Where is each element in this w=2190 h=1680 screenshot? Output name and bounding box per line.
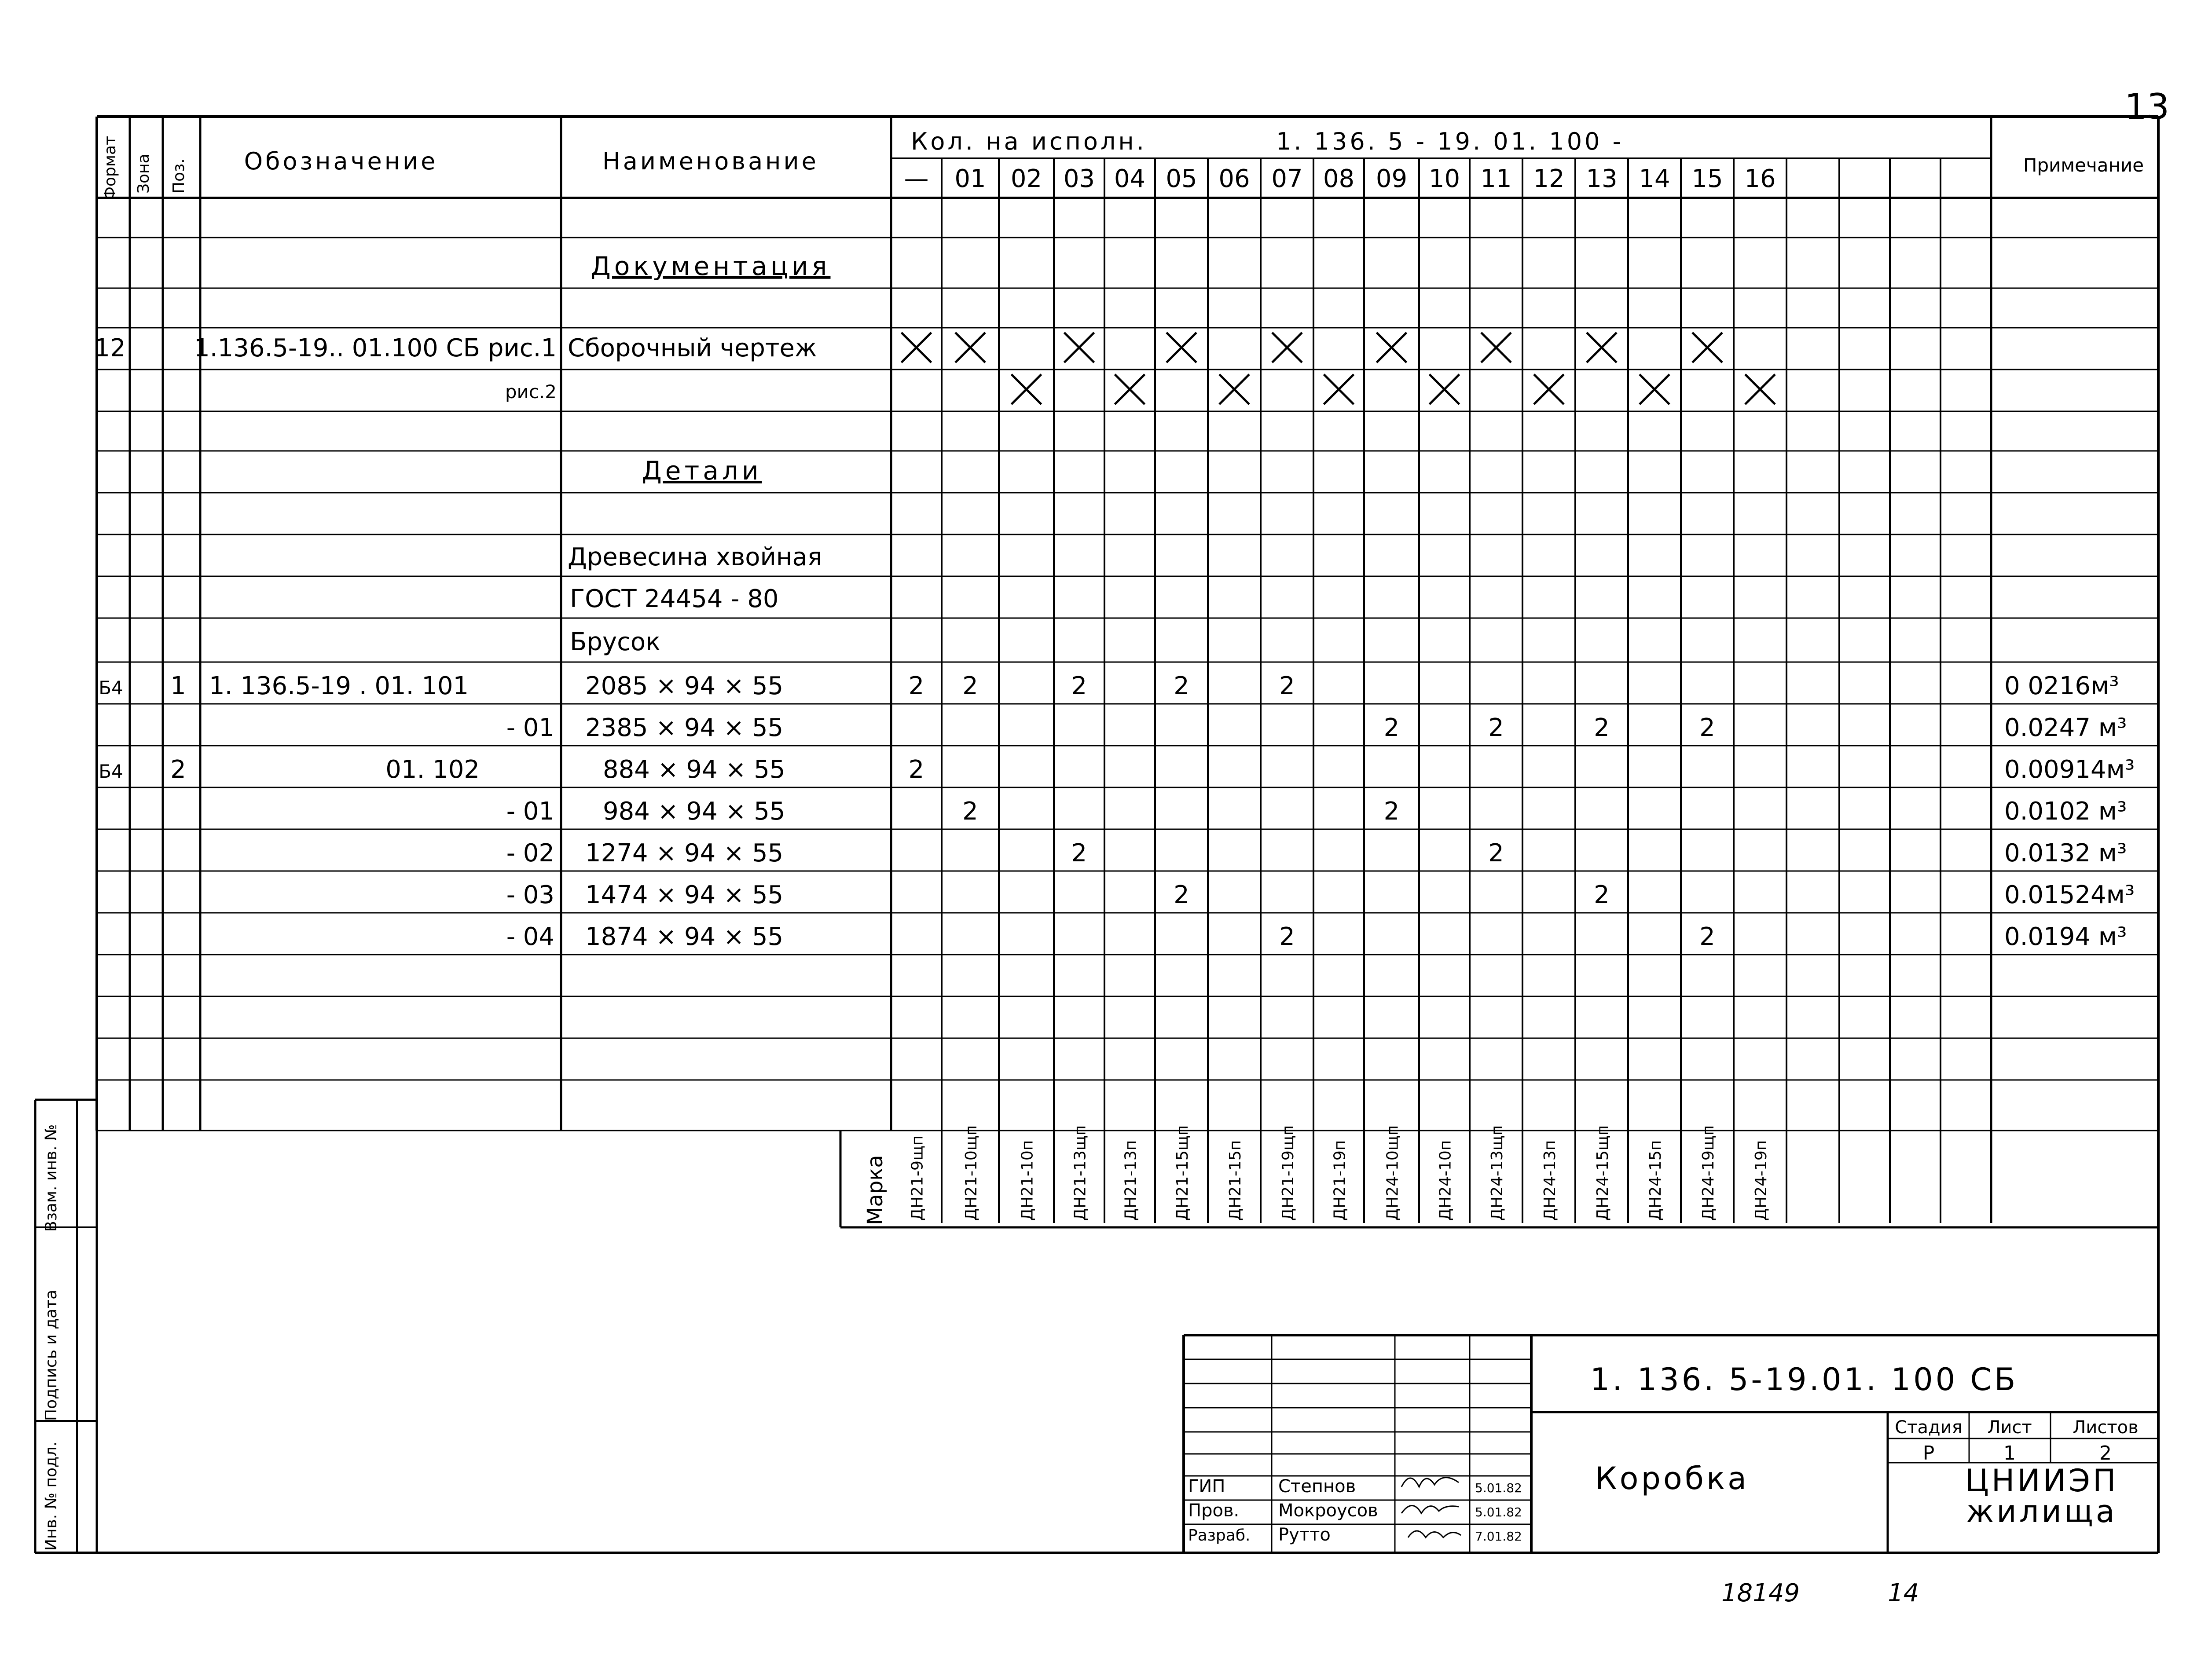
header-name: Наименование xyxy=(602,147,819,175)
signature-scribbles xyxy=(1401,1478,1461,1537)
variant-header-03: 03 xyxy=(1063,165,1095,193)
title-block-role: Разраб. xyxy=(1188,1526,1251,1545)
table-row-designation: 01. 102 xyxy=(385,755,480,784)
header-note: Примечание xyxy=(2023,154,2144,176)
table-row-designation: - 01 xyxy=(506,797,554,826)
cross-mark-icon xyxy=(1219,374,1249,404)
side-stamp-vzam: Взам. инв. № xyxy=(42,1124,60,1232)
cross-mark-icon xyxy=(1115,374,1145,404)
footer-page-number: 14 xyxy=(1888,1579,1919,1607)
quantity-cell: 2 xyxy=(908,755,924,784)
section-documentation: Документация xyxy=(591,251,831,281)
table-row-designation: - 03 xyxy=(506,881,554,909)
marka-value: ДН21-19п xyxy=(1331,1140,1349,1221)
cross-mark-icon xyxy=(1481,333,1511,362)
table-row-note: 0.0132 м³ xyxy=(2004,839,2127,867)
doc-row-name: Сборочный чертеж xyxy=(568,334,817,362)
marka-value: ДН24-19щп xyxy=(1699,1125,1717,1221)
title-block-sheets-label: Листов xyxy=(2073,1417,2139,1438)
cross-mark-icon xyxy=(955,333,985,362)
cross-mark-icon xyxy=(1064,333,1094,362)
marka-value: ДН24-15щп xyxy=(1594,1125,1612,1221)
quantity-cell: 2 xyxy=(1488,714,1504,742)
quantity-cells xyxy=(909,672,1715,951)
table-row-designation: - 02 xyxy=(506,839,554,867)
variant-header-05: 05 xyxy=(1166,165,1197,193)
cross-mark-icon xyxy=(1167,333,1196,362)
table-row-designation: - 01 xyxy=(506,714,554,742)
quantity-cell: 2 xyxy=(962,797,978,826)
quantity-cell: 2 xyxy=(1071,672,1087,700)
header-format: Формат xyxy=(101,135,119,200)
table-row-pos: 1 xyxy=(170,672,186,700)
cross-mark-icon xyxy=(1012,374,1042,404)
quantity-cell: 2 xyxy=(1071,839,1087,867)
footer-archive-number: 18149 xyxy=(1721,1579,1800,1607)
quantity-cell: 2 xyxy=(1594,714,1610,742)
variant-header-12: 12 xyxy=(1533,165,1565,193)
title-block-stage-label: Стадия xyxy=(1895,1417,1963,1438)
table-row-name: 1274 × 94 × 55 xyxy=(585,839,784,867)
variant-header-07: 07 xyxy=(1271,165,1303,193)
title-block-date: 5.01.82 xyxy=(1475,1481,1522,1495)
marka-value: ДН24-13щп xyxy=(1488,1125,1506,1221)
title-block-sheet-label: Лист xyxy=(1987,1417,2032,1438)
cross-mark-icon xyxy=(1587,333,1617,362)
quantity-cell: 2 xyxy=(1174,881,1189,909)
sheet-number: 13 xyxy=(2124,86,2169,127)
section-details: Детали xyxy=(642,456,762,486)
title-block-role: Пров. xyxy=(1188,1501,1240,1521)
table-row-note: 0 0216м³ xyxy=(2004,672,2119,700)
material-line2: ГОСТ 24454 - 80 xyxy=(570,585,779,613)
table-grid xyxy=(35,117,2158,1553)
cross-mark-icon xyxy=(1640,374,1669,404)
cross-mark-icon xyxy=(1534,374,1564,404)
table-row-designation: - 04 xyxy=(506,922,554,951)
header-designation: Обозначение xyxy=(244,147,438,175)
detail-rows xyxy=(99,672,2135,951)
quantity-cell: 2 xyxy=(1279,672,1295,700)
table-row-note: 0.01524м³ xyxy=(2004,881,2135,909)
cross-mark-icon xyxy=(1272,333,1302,362)
table-row-name: 2085 × 94 × 55 xyxy=(585,672,784,700)
quantity-cell: 2 xyxy=(1699,714,1715,742)
header-pos: Поз. xyxy=(170,158,188,194)
variant-header-16: 16 xyxy=(1744,165,1776,193)
quantity-cell: 2 xyxy=(1383,797,1400,826)
quantity-cell: 2 xyxy=(908,672,924,700)
marka-value: ДН21-19щп xyxy=(1279,1125,1297,1221)
table-row-note: 0.0102 м³ xyxy=(2004,797,2127,826)
cross-mark-icon xyxy=(1324,374,1354,404)
variant-header-11: 11 xyxy=(1480,165,1512,193)
doc-row-designation: 1.136.5-19.. 01.100 СБ рис.1 xyxy=(194,334,557,362)
material-line3: Брусок xyxy=(570,628,660,656)
variant-header-15: 15 xyxy=(1691,165,1723,193)
marka-value: ДН21-13щп xyxy=(1071,1125,1089,1221)
variant-header-04: 04 xyxy=(1114,165,1146,193)
title-block-person: Рутто xyxy=(1278,1525,1331,1545)
table-row-name: 2385 × 94 × 55 xyxy=(585,714,784,742)
doc-row-designation: рис.2 xyxy=(505,381,557,403)
quantity-cell: 2 xyxy=(1488,839,1504,867)
variant-header-08: 08 xyxy=(1323,165,1355,193)
title-block-person: Степнов xyxy=(1278,1476,1356,1497)
variant-header-14: 14 xyxy=(1639,165,1670,193)
cross-mark-icon xyxy=(1692,333,1722,362)
title-block-person: Мокроусов xyxy=(1278,1501,1378,1521)
variant-header-09: 09 xyxy=(1376,165,1408,193)
marka-label: Марка xyxy=(863,1155,888,1225)
table-row-pos: 2 xyxy=(170,755,186,784)
table-row-name: 884 × 94 × 55 xyxy=(603,755,785,784)
material-line1: Древесина хвойная xyxy=(568,543,822,571)
marka-value: ДН24-13п xyxy=(1541,1140,1559,1221)
cross-mark-icon xyxy=(1430,374,1460,404)
table-row-designation: 1. 136.5-19 . 01. 101 xyxy=(209,672,469,700)
title-block-date: 7.01.82 xyxy=(1475,1529,1522,1544)
variant-header-02: 02 xyxy=(1010,165,1042,193)
cross-mark-icon xyxy=(902,333,932,362)
quantity-cell: 2 xyxy=(1174,672,1189,700)
table-row-note: 0.0247 м³ xyxy=(2004,714,2127,742)
title-block-org-line2: жилища xyxy=(1966,1493,2117,1530)
doc-row-format: 12 xyxy=(94,334,126,362)
table-row-format: Б4 xyxy=(99,761,123,782)
variant-header-base: — xyxy=(904,165,929,193)
title-block-sheet: 1 xyxy=(2003,1442,2016,1464)
marka-value: ДН21-10щп xyxy=(962,1125,980,1221)
table-row-name: 984 × 94 × 55 xyxy=(603,797,785,826)
variant-header-01: 01 xyxy=(954,165,986,193)
marka-value: ДН21-13п xyxy=(1122,1140,1140,1221)
variant-header-13: 13 xyxy=(1586,165,1618,193)
title-block-org-line1: ЦНИИЭП xyxy=(1965,1463,2119,1499)
marka-value: ДН24-19п xyxy=(1752,1140,1770,1221)
cross-mark-icon xyxy=(1377,333,1407,362)
table-row-format: Б4 xyxy=(99,677,123,699)
quantity-cell: 2 xyxy=(962,672,978,700)
title-block-role: ГИП xyxy=(1188,1476,1225,1497)
marka-value: ДН21-9щп xyxy=(908,1135,927,1221)
marka-value: ДН24-15п xyxy=(1647,1140,1665,1221)
side-stamp-inv-podl: Инв. № подл. xyxy=(42,1441,60,1551)
quantity-cell: 2 xyxy=(1594,881,1610,909)
title-block-sheets: 2 xyxy=(2099,1442,2112,1464)
variant-header-10: 10 xyxy=(1428,165,1460,193)
header-zone: Зона xyxy=(135,154,153,194)
table-row-note: 0.0194 м³ xyxy=(2004,922,2127,951)
side-stamp-podpis: Подпись и дата xyxy=(42,1289,60,1421)
marka-value: ДН24-10п xyxy=(1436,1140,1455,1221)
quantity-cell: 2 xyxy=(1383,714,1400,742)
header-qty: Кол. на исполн. xyxy=(911,128,1147,155)
title-block-doc-code: 1. 136. 5-19.01. 100 СБ xyxy=(1590,1362,2018,1398)
doc-marks xyxy=(902,333,1775,404)
variant-header-06: 06 xyxy=(1218,165,1250,193)
table-row-note: 0.00914м³ xyxy=(2004,755,2135,784)
table-row-name: 1874 × 94 × 55 xyxy=(585,922,784,951)
quantity-cell: 2 xyxy=(1699,922,1715,951)
marka-value: ДН21-15щп xyxy=(1174,1125,1192,1221)
table-row-name: 1474 × 94 × 55 xyxy=(585,881,784,909)
title-block-date: 5.01.82 xyxy=(1475,1505,1522,1519)
variant-header-row xyxy=(904,165,1776,193)
marka-value: ДН21-10п xyxy=(1018,1140,1037,1221)
marka-value: ДН24-10щп xyxy=(1383,1125,1402,1221)
cross-mark-icon xyxy=(1745,374,1775,404)
marka-value: ДН21-15п xyxy=(1226,1140,1244,1221)
title-block-title: Коробка xyxy=(1595,1460,1750,1497)
marka-values xyxy=(909,1125,1771,1221)
title-block-stage: Р xyxy=(1922,1442,1935,1464)
quantity-cell: 2 xyxy=(1279,922,1295,951)
header-qty-code: 1. 136. 5 - 19. 01. 100 - xyxy=(1276,128,1624,155)
